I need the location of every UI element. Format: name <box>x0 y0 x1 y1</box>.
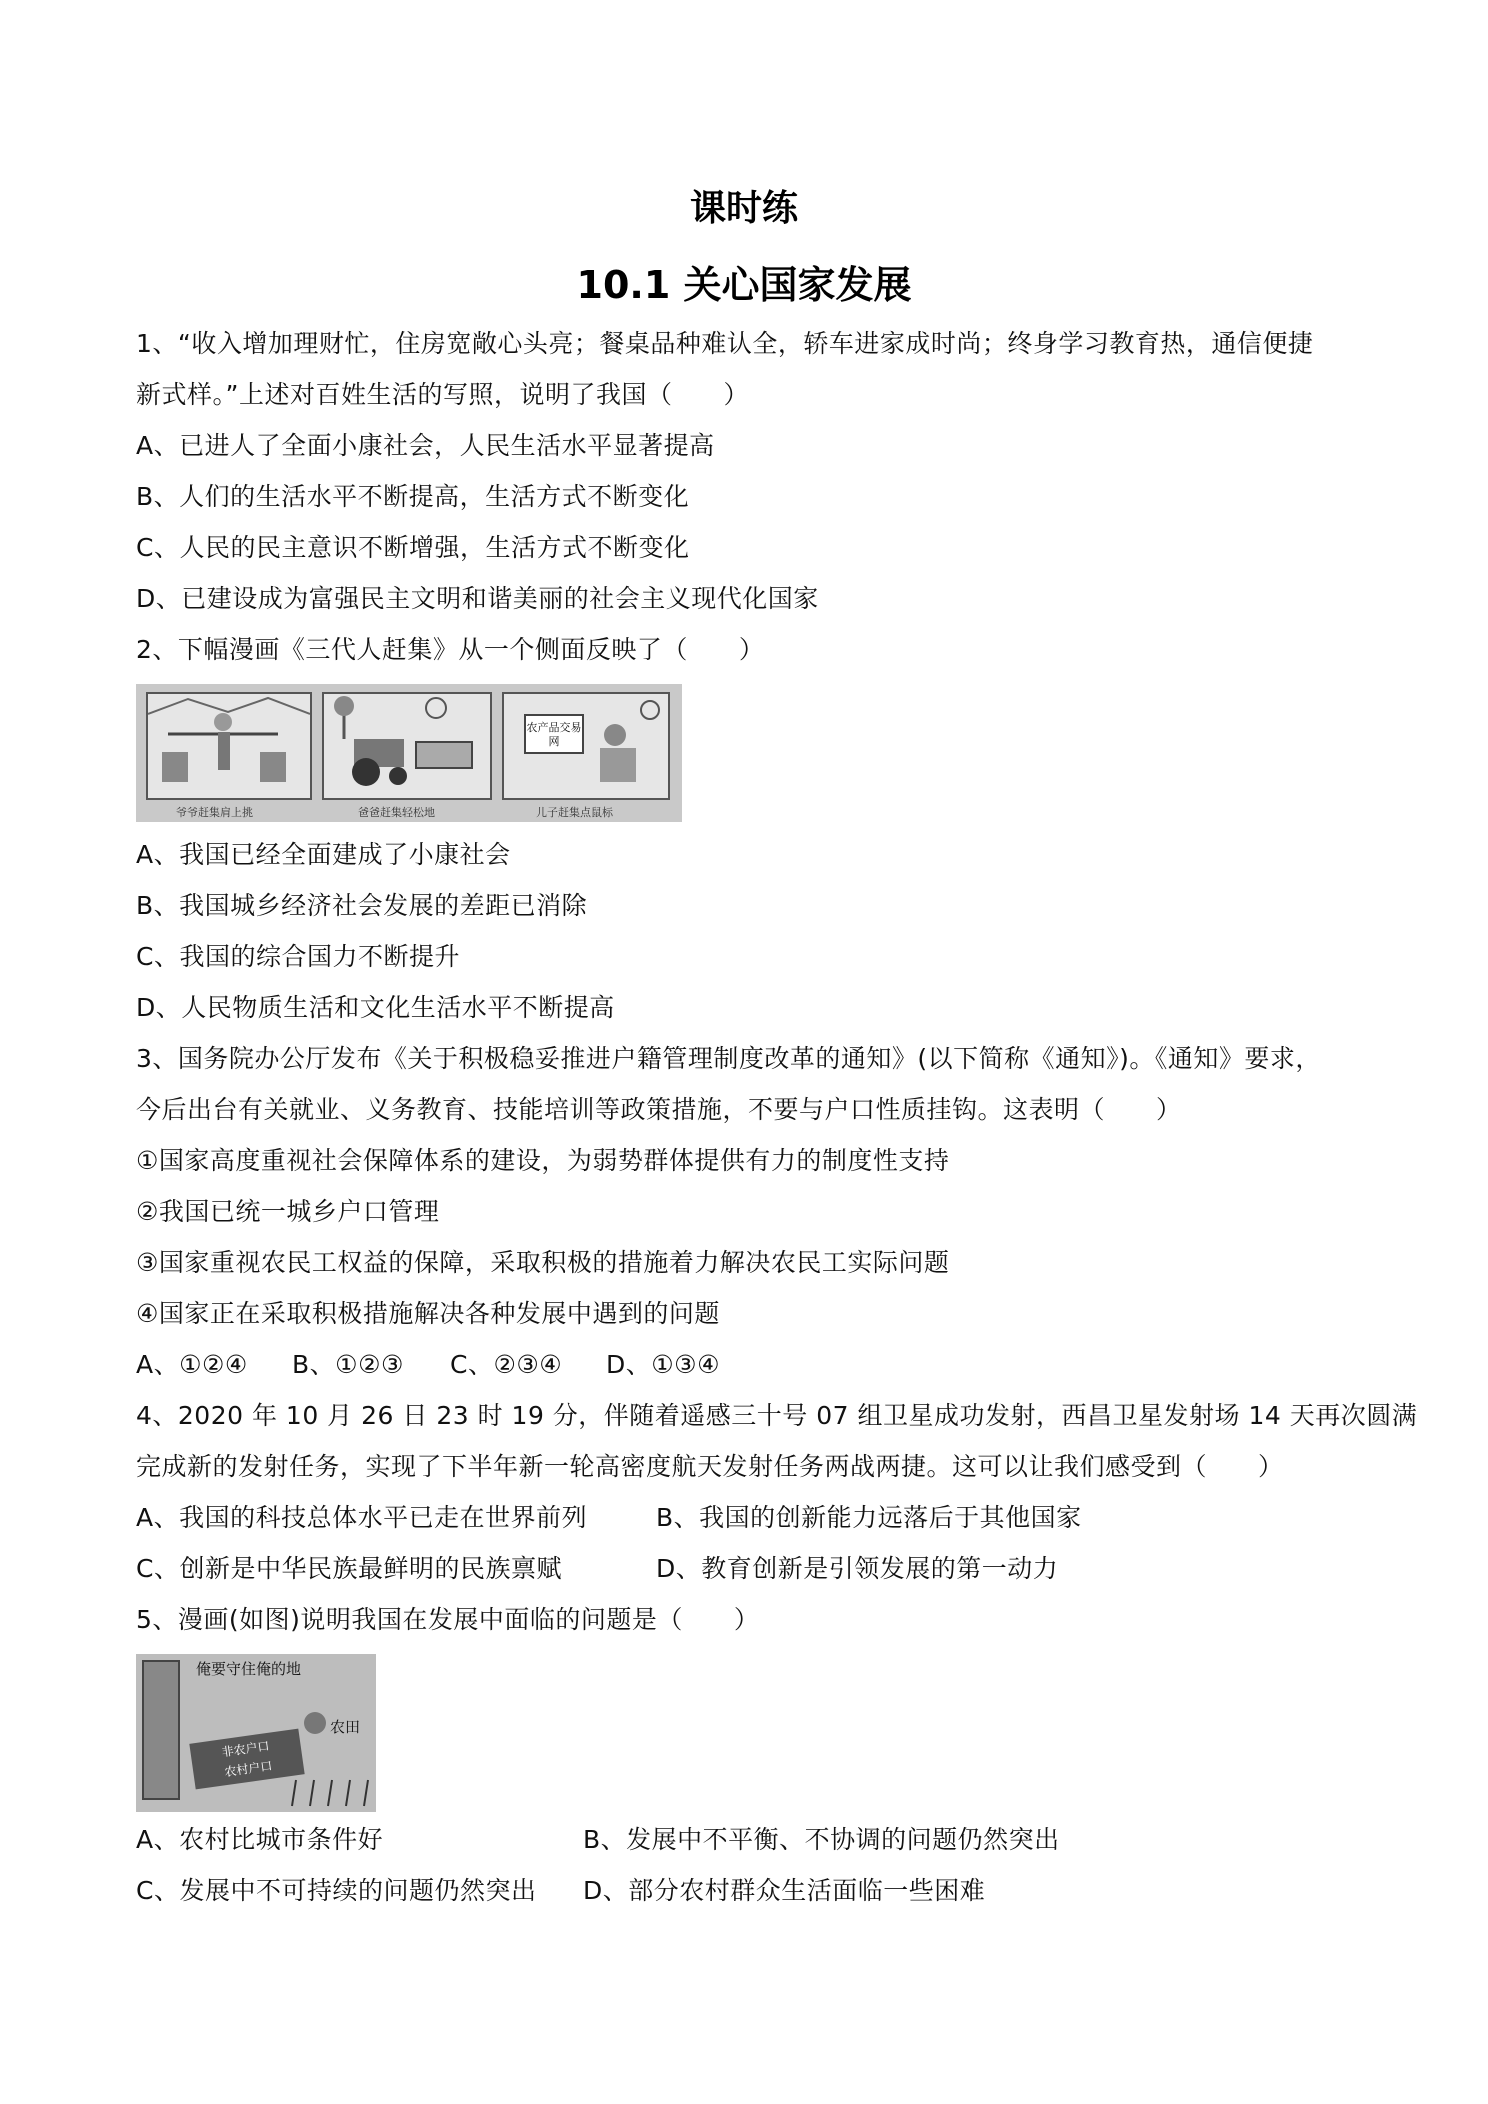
q4-option-a: A、我国的科技总体水平已走在世界前列 <box>136 1503 588 1532</box>
q1-stem-line1: 1、“收入增加理财忙，住房宽敞心头亮；餐桌品种难认全，轿车进家成时尚；终身学习教育热，通信便捷 <box>136 329 1314 358</box>
document-title: 课时练 <box>689 188 798 229</box>
q2-option-b: B、我国城乡经济社会发展的差距已消除 <box>136 891 588 920</box>
q5-stem: 5、漫画(如图)说明我国在发展中面临的问题是（ ） <box>136 1605 760 1634</box>
q1-option-b: B、人们的生活水平不断提高，生活方式不断变化 <box>136 482 690 511</box>
q5-option-a: A、农村比城市条件好 <box>136 1825 384 1854</box>
hukou-sign-line1: 非农户口 <box>220 1738 271 1760</box>
q2-option-c: C、我国的综合国力不断提升 <box>136 942 460 971</box>
hukou-sign-line2: 农村户口 <box>223 1758 274 1780</box>
q1-option-a: A、已进人了全面小康社会，人民生活水平显著提高 <box>136 431 715 460</box>
clock-icon <box>640 700 660 720</box>
person-head <box>604 724 626 746</box>
q3-option-a: A、①②④ <box>136 1350 248 1379</box>
q3-statement-3: ③国家重视农民工权益的保障，采取积极的措施着力解决农民工实际问题 <box>136 1248 950 1277</box>
document-subtitle: 10.1 关心国家发展 <box>576 263 912 307</box>
cartoon-panel-father <box>322 692 492 800</box>
caption-son: 儿子赶集点鼠标 <box>536 806 613 819</box>
q3-option-d: D、①③④ <box>606 1350 720 1379</box>
q3-option-c: C、②③④ <box>450 1350 563 1379</box>
q4-stem-line1: 4、2020 年 10 月 26 日 23 时 19 分，伴随着遥感三十号 07 组卫星成功发射，西昌卫星发射场 14 天再次圆满 <box>136 1401 1418 1430</box>
q1-option-c: C、人民的民主意识不断增强，生活方式不断变化 <box>136 533 690 562</box>
caption-father: 爸爸赶集轻松地 <box>358 806 435 819</box>
tractor-drawing <box>324 694 490 798</box>
person-body <box>600 748 636 782</box>
building-drawing <box>142 1660 180 1800</box>
carrying-pole-drawing <box>148 694 310 798</box>
q5-cartoon-image <box>136 1654 376 1812</box>
q4-option-b: B、我国的创新能力远落后于其他国家 <box>656 1503 1082 1532</box>
q2-stem: 2、下幅漫画《三代人赶集》从一个侧面反映了（ ） <box>136 635 765 664</box>
q2-option-d: D、人民物质生活和文化生活水平不断提高 <box>136 993 615 1022</box>
q4-option-c: C、创新是中华民族最鲜明的民族禀赋 <box>136 1554 562 1583</box>
q3-statement-2: ②我国已统一城乡户口管理 <box>136 1197 440 1226</box>
q4-stem-line2: 完成新的发射任务，实现了下半年新一轮高密度航天发射任务两战两捷。这可以让我们感受到（ ） <box>136 1452 1284 1481</box>
crop-field-drawing <box>286 1774 372 1808</box>
q5-option-d: D、部分农村群众生活面临一些困难 <box>583 1876 986 1905</box>
cartoon-speech-text: 俺要守住俺的地 <box>196 1660 302 1678</box>
q3-statement-1: ①国家高度重视社会保障体系的建设，为弱势群体提供有力的制度性支持 <box>136 1146 950 1175</box>
q2-cartoon-image <box>136 684 682 822</box>
q4-option-d: D、教育创新是引领发展的第一动力 <box>656 1554 1059 1583</box>
q1-stem-line2: 新式样。”上述对百姓生活的写照，说明了我国（ ） <box>136 380 749 409</box>
q3-option-b: B、①②③ <box>292 1350 404 1379</box>
cartoon-field-label: 农田 <box>330 1718 361 1736</box>
q3-stem-line1: 3、国务院办公厅发布《关于积极稳妥推进户籍管理制度改革的通知》(以下简称《通知》)。《通知》要求， <box>136 1044 1321 1073</box>
q5-option-b: B、发展中不平衡、不协调的问题仍然突出 <box>583 1825 1060 1854</box>
q5-option-c: C、发展中不可持续的问题仍然突出 <box>136 1876 537 1905</box>
q3-statement-4: ④国家正在采取积极措施解决各种发展中遇到的问题 <box>136 1299 720 1328</box>
caption-grandpa: 爷爷赶集肩上挑 <box>176 806 253 819</box>
q3-stem-line2: 今后出台有关就业、义务教育、技能培训等政策措施，不要与户口性质挂钩。这表明（ ） <box>136 1095 1182 1124</box>
q1-option-d: D、已建设成为富强民主文明和谐美丽的社会主义现代化国家 <box>136 584 819 613</box>
cartoon-panel-grandpa <box>146 692 312 800</box>
farmer-head <box>304 1712 326 1734</box>
q2-option-a: A、我国已经全面建成了小康社会 <box>136 840 511 869</box>
cartoon-panel-son <box>502 692 670 800</box>
computer-screen: 农产品交易网 <box>524 714 584 754</box>
